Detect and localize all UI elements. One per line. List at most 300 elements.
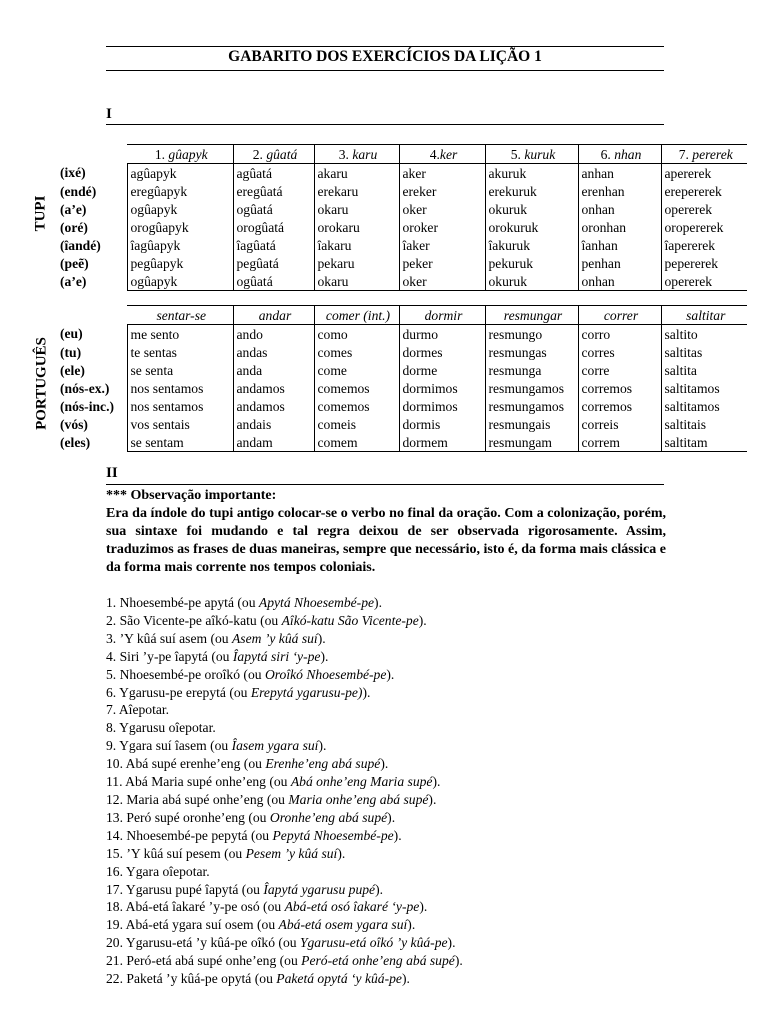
- exercise-or-open: (ou: [220, 845, 246, 861]
- portugues-column-header: [661, 306, 747, 325]
- exercise-or-open: (ou: [265, 774, 291, 790]
- portugues-cell: correis: [578, 415, 661, 433]
- portugues-cell: dormimos: [399, 379, 485, 397]
- exercise-or-close: ).: [419, 899, 428, 915]
- portugues-cell: saltita: [661, 361, 747, 379]
- exercise-item: [106, 898, 666, 916]
- portugues-person-pronoun: (nós-ex.): [60, 380, 110, 396]
- tupi-row: [58, 182, 747, 200]
- tupi-cell: ereker: [399, 182, 485, 200]
- portugues-cell: resmungo: [485, 325, 578, 344]
- portugues-column-header: [485, 306, 578, 325]
- exercise-or-close: ).: [318, 738, 327, 754]
- tupi-cell: îagûapyk: [127, 236, 233, 254]
- tupi-header-number: 6.: [600, 146, 615, 162]
- portugues-cell: ando: [233, 325, 314, 344]
- portugues-header-verb: comer (int.): [325, 307, 391, 323]
- portugues-cell: vos sentais: [127, 415, 233, 433]
- portugues-cell: dormimos: [399, 397, 485, 415]
- tupi-cell: anhan: [578, 164, 661, 183]
- exercise-or-close: ).: [401, 971, 410, 987]
- exercise-item: [106, 845, 666, 863]
- exercise-alternative: Aîkó-katu São Vicente-pe: [281, 612, 419, 628]
- tupi-cell: orokuruk: [485, 218, 578, 236]
- exercise-number: 1.: [106, 595, 117, 610]
- tupi-cell: erenhan: [578, 182, 661, 200]
- tupi-cell: akaru: [314, 164, 399, 183]
- page-title: GABARITO DOS EXERCÍCIOS DA LIÇÃO 1: [228, 48, 542, 65]
- portugues-cell: andais: [233, 415, 314, 433]
- exercise-answer: Peró supé oronhe’eng: [126, 809, 245, 825]
- portugues-cell: saltito: [661, 325, 747, 344]
- exercise-number: 7.: [106, 702, 117, 718]
- tupi-cell: orogûatá: [233, 218, 314, 236]
- exercise-alternative: Peró-etá onhe’eng abá supé: [301, 953, 455, 969]
- portugues-cell: saltitais: [661, 415, 747, 433]
- exercise-or-open: (ou: [276, 953, 302, 969]
- tupi-header-number: 3.: [338, 146, 353, 162]
- tupi-cell: okuruk: [485, 200, 578, 218]
- portugues-column-header: [314, 306, 399, 325]
- portugues-cell: andamos: [233, 397, 314, 415]
- exercise-answer: Paketá ’y kûá-pe opytá: [126, 971, 252, 987]
- exercise-or-open: (ou: [238, 881, 264, 897]
- exercise-number: 19.: [106, 917, 123, 933]
- observation-box: [106, 487, 666, 577]
- portugues-cell: se senta: [127, 361, 233, 379]
- portugues-cell: come: [314, 361, 399, 379]
- tupi-person-pronoun: (a’e): [60, 201, 87, 217]
- portugues-cell: andas: [233, 343, 314, 361]
- tupi-cell: îanhan: [578, 236, 661, 254]
- exercise-answer: Ygarusu pupé îapytá: [125, 881, 239, 897]
- tupi-header-number: 4.: [429, 146, 440, 162]
- exercise-item: [106, 701, 666, 719]
- exercise-or-open: (ou: [206, 738, 232, 754]
- tupi-column-header: [578, 145, 661, 164]
- exercise-number: 20.: [106, 935, 123, 951]
- portugues-cell: nos sentamos: [127, 379, 233, 397]
- exercise-item: [106, 791, 666, 809]
- observation-text: Era da índole do tupi antigo colocar-se o verbo no final da oração. Com a colonização, porém, sua sintaxe foi mudando e tal regra deixou de ser observada rigorosamente. Assim, traduzimos as frases de duas maneiras, sempre que necessário, isto é, da forma mais clássica e da forma mais corrente nos tempos coloniais.: [106, 506, 666, 575]
- exercise-or-close: ).: [386, 666, 395, 682]
- tupi-cell: pepererek: [661, 254, 747, 272]
- tupi-cell: pekaru: [314, 254, 399, 272]
- portugues-cell: saltitamos: [661, 397, 747, 415]
- tupi-header-number: 2.: [252, 146, 267, 162]
- exercise-or-open: (ou: [207, 630, 232, 646]
- tupi-cell: ogûatá: [233, 272, 314, 291]
- exercise-number: 8.: [106, 720, 117, 736]
- portugues-header-verb: correr: [603, 307, 639, 323]
- exercise-or-close: ).: [337, 845, 346, 861]
- tupi-person-pronoun: (îandé): [60, 237, 101, 253]
- tupi-row: [58, 218, 747, 236]
- tupi-column-header: [314, 145, 399, 164]
- tupi-cell: orokaru: [314, 218, 399, 236]
- portugues-cell: dormes: [399, 343, 485, 361]
- exercise-answer: ’Y kûá suí asem: [119, 630, 208, 646]
- exercise-list: [106, 594, 666, 988]
- tupi-cell: erekaru: [314, 182, 399, 200]
- exercise-number: 15.: [106, 845, 123, 861]
- portugues-column-header: [578, 306, 661, 325]
- exercise-alternative: Îapytá ygarusu pupé: [263, 881, 376, 897]
- exercise-or-open: (ou: [240, 666, 265, 682]
- tupi-cell: pegûatá: [233, 254, 314, 272]
- tupi-cell: eregûatá: [233, 182, 314, 200]
- exercise-or-close: ).: [454, 953, 463, 969]
- portugues-column-header: [127, 306, 233, 325]
- section-one-heading: I: [106, 106, 112, 122]
- title-rule-top: [106, 46, 664, 47]
- tupi-cell: opererek: [661, 200, 747, 218]
- exercise-answer: Nhoesembé-pe pepytá: [126, 827, 248, 843]
- tupi-column-header: [661, 145, 747, 164]
- exercise-answer: Ygara oîepotar.: [125, 863, 210, 879]
- tupi-cell: pegûapyk: [127, 254, 233, 272]
- exercise-number: 16.: [106, 863, 123, 879]
- exercise-alternative: Erenhe’eng abá supé: [265, 756, 381, 772]
- tupi-cell: oker: [399, 200, 485, 218]
- portugues-row: [58, 325, 747, 344]
- portugues-cell: resmungamos: [485, 397, 578, 415]
- tupi-column-header: [399, 145, 485, 164]
- portugues-cell: nos sentamos: [127, 397, 233, 415]
- portugues-cell: resmungas: [485, 343, 578, 361]
- portugues-cell: saltitam: [661, 433, 747, 452]
- section-two-heading: II: [106, 465, 118, 481]
- exercise-item: [106, 612, 666, 630]
- portugues-side-label: PORTUGUÊS: [33, 337, 50, 430]
- portugues-header-verb: sentar-se: [156, 307, 207, 323]
- portugues-cell: resmungam: [485, 433, 578, 452]
- exercise-item: [106, 773, 666, 791]
- tupi-header-verb: pererek: [692, 146, 733, 162]
- portugues-cell: saltitamos: [661, 379, 747, 397]
- portugues-cell: comeis: [314, 415, 399, 433]
- exercise-alternative: Oroîkó Nhoesembé-pe: [264, 666, 387, 682]
- exercise-number: 13.: [106, 809, 123, 825]
- tupi-cell: îakuruk: [485, 236, 578, 254]
- exercise-item: [106, 809, 666, 827]
- tupi-cell: ogûatá: [233, 200, 314, 218]
- tupi-header-number: 5.: [510, 146, 525, 162]
- tupi-column-header: [485, 145, 578, 164]
- exercise-item: [106, 594, 666, 612]
- exercise-answer: Peró-etá abá supé onhe’eng: [126, 953, 277, 969]
- portugues-cell: andam: [233, 433, 314, 452]
- exercise-answer: Nhoesembé-pe apytá: [119, 595, 234, 610]
- exercise-alternative: Îapytá siri ‘y-pe: [232, 648, 321, 664]
- exercise-item: [106, 916, 666, 934]
- tupi-header-number: 7.: [678, 146, 693, 162]
- exercise-or-close: ).: [447, 935, 456, 951]
- tupi-cell: okaru: [314, 200, 399, 218]
- portugues-cell: comes: [314, 343, 399, 361]
- exercise-or-close: ).: [375, 881, 384, 897]
- exercise-or-close: ).: [380, 756, 389, 772]
- exercise-item: [106, 719, 666, 737]
- portugues-cell: comemos: [314, 379, 399, 397]
- portugues-header-verb: saltitar: [686, 307, 726, 323]
- tupi-cell: oker: [399, 272, 485, 291]
- tupi-cell: îagûatá: [233, 236, 314, 254]
- portugues-row: [58, 379, 747, 397]
- exercise-answer: Ygarusu-etá ’y kûá-pe oîkó: [125, 935, 276, 951]
- portugues-cell: corro: [578, 325, 661, 344]
- exercise-item: [106, 827, 666, 845]
- tupi-column-header: [127, 145, 233, 164]
- portugues-cell: comem: [314, 433, 399, 452]
- exercise-item: [106, 755, 666, 773]
- tupi-cell: îapererek: [661, 236, 747, 254]
- tupi-cell: orogûapyk: [127, 218, 233, 236]
- tupi-cell: agûatá: [233, 164, 314, 183]
- exercise-number: 14.: [106, 827, 123, 843]
- portugues-cell: como: [314, 325, 399, 344]
- portugues-person-pronoun: (vós): [60, 416, 88, 432]
- exercise-item: [106, 934, 666, 952]
- portugues-cell: saltitas: [661, 343, 747, 361]
- tupi-cell: opererek: [661, 272, 747, 291]
- portugues-cell: dormis: [399, 415, 485, 433]
- portugues-person-pronoun: (eu): [60, 326, 83, 342]
- portugues-cell: durmo: [399, 325, 485, 344]
- exercise-answer: Nhoesembé-pe oroîkó: [119, 666, 241, 682]
- title-rule-bottom: [106, 70, 664, 71]
- tupi-row: [58, 164, 747, 183]
- exercise-or-close: ).: [393, 827, 402, 843]
- portugues-header-verb: resmungar: [503, 307, 563, 323]
- portugues-person-pronoun: (tu): [60, 344, 82, 360]
- tupi-cell: penhan: [578, 254, 661, 272]
- exercise-or-open: (ou: [207, 648, 233, 664]
- tupi-header-blank: [58, 145, 127, 164]
- tupi-cell: erepererek: [661, 182, 747, 200]
- tupi-conjugation-table: [58, 144, 747, 291]
- tupi-header-verb: gûapyk: [168, 146, 208, 162]
- exercise-number: 18.: [106, 899, 123, 915]
- tupi-person-pronoun: (endé): [60, 183, 97, 199]
- portugues-cell: correm: [578, 433, 661, 452]
- exercise-or-close: ).: [418, 612, 427, 628]
- tupi-cell: agûapyk: [127, 164, 233, 183]
- exercise-number: 11.: [106, 774, 123, 790]
- portugues-row: [58, 343, 747, 361]
- exercise-item: [106, 648, 666, 666]
- exercise-or-close: ).: [428, 791, 437, 807]
- tupi-header-verb: nhan: [614, 146, 642, 162]
- exercise-number: 3.: [106, 630, 117, 646]
- portugues-cell: andamos: [233, 379, 314, 397]
- tupi-cell: apererek: [661, 164, 747, 183]
- observation-heading: *** Observação importante:: [106, 488, 277, 503]
- portugues-column-header: [233, 306, 314, 325]
- exercise-answer: Ygara suí îasem: [119, 738, 207, 754]
- portugues-person-pronoun: (nós-inc.): [60, 398, 114, 414]
- exercise-item: [106, 684, 666, 702]
- exercise-alternative: Ygarusu-etá oîkó ’y kûá-pe: [299, 935, 448, 951]
- portugues-cell: comemos: [314, 397, 399, 415]
- exercise-item: [106, 666, 666, 684]
- exercise-alternative: Abá onhe’eng Maria supé: [290, 774, 433, 790]
- portugues-cell: dorme: [399, 361, 485, 379]
- portugues-cell: corremos: [578, 397, 661, 415]
- exercise-number: 17.: [106, 881, 123, 897]
- exercise-or-open: (ou: [233, 595, 259, 610]
- tupi-header-verb: kuruk: [524, 146, 556, 162]
- tupi-person-pronoun: (a’e): [60, 273, 87, 289]
- tupi-cell: îakaru: [314, 236, 399, 254]
- exercise-alternative: Abá-etá osó îakaré ‘y-pe: [284, 899, 420, 915]
- portugues-cell: resmunga: [485, 361, 578, 379]
- tupi-cell: oropererek: [661, 218, 747, 236]
- portugues-cell: corremos: [578, 379, 661, 397]
- tupi-person-pronoun: (peẽ): [60, 255, 89, 271]
- exercise-answer: Siri ’y-pe îapytá: [119, 648, 208, 664]
- exercise-number: 12.: [106, 791, 123, 807]
- tupi-cell: peker: [399, 254, 485, 272]
- exercise-answer: Abá-etá îakaré ’y-pe osó: [125, 899, 260, 915]
- exercise-alternative: Oronhe’eng abá supé: [269, 809, 388, 825]
- exercise-or-open: (ou: [251, 971, 277, 987]
- exercise-alternative: Apytá Nhoesembé-pe: [258, 595, 375, 610]
- tupi-cell: onhan: [578, 200, 661, 218]
- tupi-header-verb: karu: [352, 146, 378, 162]
- tupi-person-pronoun: (ixé): [60, 165, 86, 181]
- tupi-cell: ogûapyk: [127, 200, 233, 218]
- exercise-item: [106, 970, 666, 988]
- exercise-item: [106, 881, 666, 899]
- exercise-or-open: (ou: [253, 917, 279, 933]
- exercise-number: 22.: [106, 971, 123, 987]
- exercise-number: 6.: [106, 684, 117, 700]
- tupi-person-pronoun: (oré): [60, 219, 88, 235]
- exercise-answer: Abá Maria supé onhe’eng: [125, 774, 266, 790]
- exercise-or-close: ).: [362, 684, 371, 700]
- tupi-cell: îaker: [399, 236, 485, 254]
- exercise-or-open: (ou: [263, 791, 289, 807]
- tupi-cell: onhan: [578, 272, 661, 291]
- portugues-conjugation-table: [58, 305, 747, 452]
- exercise-or-close: ).: [407, 917, 416, 933]
- exercise-or-open: (ou: [244, 809, 270, 825]
- exercise-or-open: (ou: [259, 899, 285, 915]
- exercise-number: 2.: [106, 612, 117, 628]
- portugues-cell: resmungamos: [485, 379, 578, 397]
- tupi-cell: aker: [399, 164, 485, 183]
- exercise-answer: ’Y kûá suí pesem: [126, 845, 221, 861]
- portugues-header-verb: dormir: [424, 307, 463, 323]
- exercise-or-close: ).: [432, 774, 441, 790]
- portugues-cell: corre: [578, 361, 661, 379]
- exercise-item: [106, 630, 666, 648]
- exercise-answer: Ygarusu-pe erepytá: [119, 684, 226, 700]
- portugues-header-verb: andar: [258, 307, 292, 323]
- portugues-header-blank: [58, 306, 127, 325]
- tupi-cell: pekuruk: [485, 254, 578, 272]
- portugues-row: [58, 415, 747, 433]
- exercise-alternative: Pesem ’y kûá suí: [245, 845, 338, 861]
- tupi-cell: okaru: [314, 272, 399, 291]
- exercise-or-open: (ou: [240, 756, 266, 772]
- exercise-number: 5.: [106, 666, 117, 682]
- exercise-or-open: (ou: [247, 827, 273, 843]
- tupi-cell: erekuruk: [485, 182, 578, 200]
- tupi-column-header: [233, 145, 314, 164]
- tupi-header-number: 1.: [154, 146, 169, 162]
- portugues-row: [58, 433, 747, 452]
- exercise-alternative: Îasem ygara suí: [231, 738, 319, 754]
- exercise-number: 4.: [106, 648, 117, 664]
- exercise-number: 10.: [106, 756, 123, 772]
- portugues-person-pronoun: (eles): [60, 434, 91, 450]
- tupi-row: [58, 254, 747, 272]
- exercise-alternative: Asem ’y kûá suí: [232, 630, 318, 646]
- exercise-answer: Ygarusu oîepotar.: [119, 720, 216, 736]
- exercise-number: 9.: [106, 738, 117, 754]
- exercise-or-open: (ou: [225, 684, 251, 700]
- portugues-cell: me sento: [127, 325, 233, 344]
- tupi-cell: oronhan: [578, 218, 661, 236]
- section-one-rule: [106, 124, 664, 125]
- exercise-or-close: ).: [320, 648, 329, 664]
- tupi-cell: eregûapyk: [127, 182, 233, 200]
- exercise-alternative: Erepytá ygarusu-pe): [250, 684, 363, 700]
- exercise-or-open: (ou: [256, 612, 282, 628]
- portugues-cell: resmungais: [485, 415, 578, 433]
- exercise-answer: Aîepotar.: [118, 702, 170, 718]
- tupi-cell: oroker: [399, 218, 485, 236]
- exercise-answer: São Vicente-pe aîkó-katu: [119, 612, 257, 628]
- exercise-item: [106, 863, 666, 881]
- section-two-rule: [106, 484, 664, 485]
- tupi-header-verb: ker: [439, 146, 458, 162]
- portugues-cell: corres: [578, 343, 661, 361]
- tupi-cell: akuruk: [485, 164, 578, 183]
- exercise-item: [106, 952, 666, 970]
- exercise-alternative: Maria onhe’eng abá supé: [288, 791, 429, 807]
- exercise-alternative: Abá-etá osem ygara suí: [278, 917, 408, 933]
- exercise-item: [106, 737, 666, 755]
- portugues-row: [58, 361, 747, 379]
- exercise-alternative: Paketá opytá ‘y kûá-pe: [276, 971, 402, 987]
- exercise-answer: Abá supé erenhe’eng: [125, 756, 241, 772]
- tupi-row: [58, 236, 747, 254]
- exercise-answer: Maria abá supé onhe’eng: [126, 791, 264, 807]
- exercise-or-open: (ou: [275, 935, 300, 951]
- portugues-person-pronoun: (ele): [60, 362, 85, 378]
- exercise-answer: Abá-etá ygara suí osem: [125, 917, 254, 933]
- tupi-header-verb: gûatá: [266, 146, 298, 162]
- tupi-side-label: TUPI: [32, 195, 49, 232]
- portugues-cell: anda: [233, 361, 314, 379]
- exercise-alternative: Pepytá Nhoesembé-pe: [272, 827, 394, 843]
- tupi-cell: okuruk: [485, 272, 578, 291]
- exercise-or-close: ).: [387, 809, 396, 825]
- portugues-column-header: [399, 306, 485, 325]
- exercise-or-close: ).: [374, 595, 382, 610]
- portugues-cell: te sentas: [127, 343, 233, 361]
- tupi-row: [58, 272, 747, 291]
- portugues-row: [58, 397, 747, 415]
- exercise-number: 21.: [106, 953, 123, 969]
- tupi-cell: ogûapyk: [127, 272, 233, 291]
- portugues-cell: dormem: [399, 433, 485, 452]
- tupi-row: [58, 200, 747, 218]
- exercise-or-close: ).: [317, 630, 326, 646]
